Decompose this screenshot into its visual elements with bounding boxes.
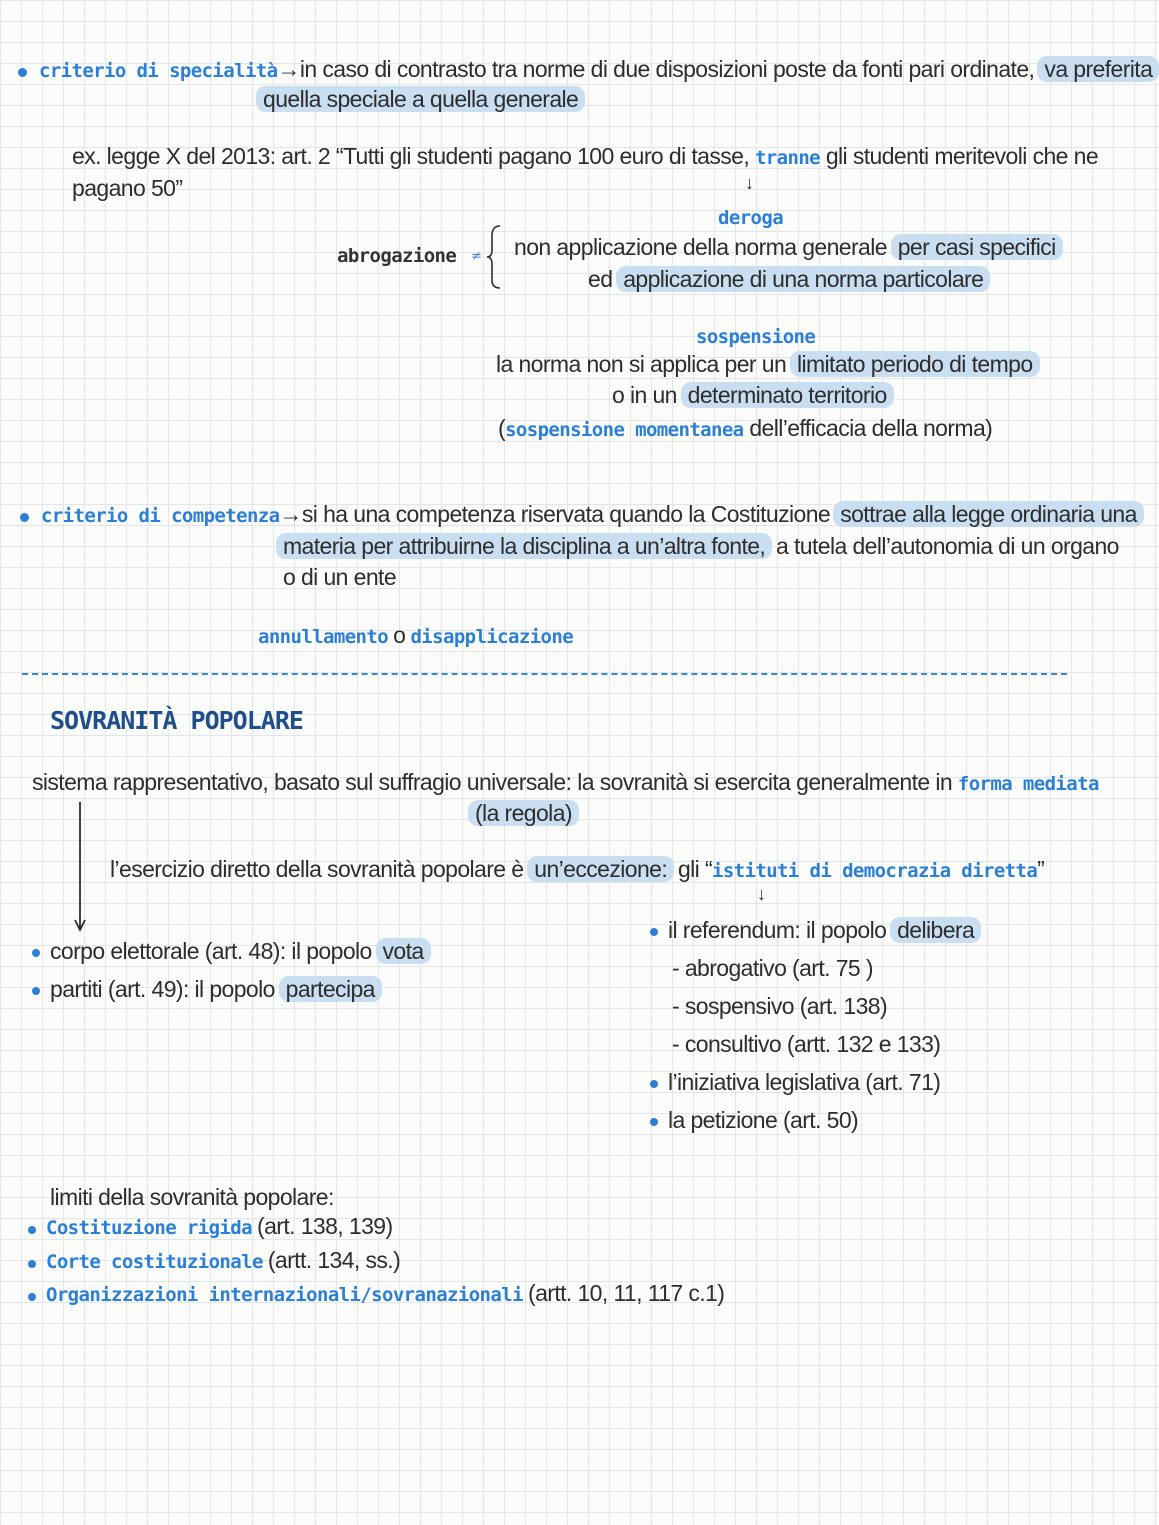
list-item-corpo-elettorale: corpo elettorale (art. 48): il popolo vota	[32, 938, 429, 965]
deroga-line1: non applicazione della norma generale per casi specifici	[514, 234, 1061, 261]
bullet-dot-icon	[20, 513, 29, 522]
competenza-line3: o di un ente	[283, 564, 397, 590]
regola-note: (la regola)	[470, 800, 577, 827]
section-title: SOVRANITÀ POPOLARE	[50, 706, 303, 735]
curly-brace-icon	[486, 224, 506, 290]
bullet-dot-icon	[28, 1293, 36, 1301]
not-equal-icon: ≠	[471, 249, 482, 264]
ref-sospensivo: - sospensivo (art. 138)	[672, 993, 888, 1019]
limite-organizzazioni: Organizzazioni internazionali/sovranazionali (artt. 10, 11, 117 c.1)	[28, 1280, 724, 1307]
example-line1: ex. legge X del 2013: art. 2 “Tutti gli studenti pagano 100 euro di tasse, tranne gli studenti meritevoli che ne	[72, 143, 1099, 169]
specialita-hl2: quella speciale a quella generale	[256, 86, 585, 112]
bullet-competenza: criterio di competenza→si ha una competenza riservata quando la Costituzione sottrae alla legge ordinaria una	[20, 501, 1142, 528]
list-item-petizione: la petizione (art. 50)	[650, 1107, 858, 1134]
list-item-partiti: partiti (art. 49): il popolo partecipa	[32, 976, 380, 1003]
competenza-result: annullamento o disapplicazione	[258, 622, 574, 648]
sospensione-line1: la norma non si applica per un limitato periodo di tempo	[496, 351, 1038, 378]
down-arrow-icon: ↓	[757, 884, 766, 904]
competenza-line2: materia per attribuirne la disciplina a un’altra fonte, a tutela dell’autonomia di un organo	[278, 533, 1119, 560]
bullet-dot-icon	[650, 928, 658, 936]
limite-costituzione: Costituzione rigida (art. 138, 139)	[28, 1213, 393, 1240]
ref-consultivo: - consultivo (artt. 132 e 133)	[672, 1031, 941, 1057]
limiti-title: limiti della sovranità popolare:	[50, 1184, 334, 1210]
dashed-divider	[22, 673, 1067, 675]
sospensione-line3: (sospensione momentanea dell’efficacia della norma)	[498, 415, 993, 441]
ref-abrogativo: - abrogativo (art. 75 )	[672, 955, 873, 981]
limite-corte: Corte costituzionale (artt. 134, ss.)	[28, 1247, 400, 1274]
list-item-iniziativa: l’iniziativa legislativa (art. 71)	[650, 1069, 940, 1096]
specialita-line2	[258, 86, 583, 113]
down-long-arrow-icon	[72, 800, 88, 935]
bullet-specialita	[18, 56, 1157, 83]
bullet-dot-icon	[32, 949, 40, 957]
down-arrow-icon: ↓	[745, 173, 754, 193]
specialita-line1: in caso di contrasto tra norme di due disposizioni poste da fonti pari ordinate,	[299, 56, 1035, 82]
deroga-line2: ed applicazione di una norma particolare	[588, 266, 988, 293]
list-item-referendum: il referendum: il popolo delibera	[650, 917, 979, 944]
sospensione-line2: o in un determinato territorio	[612, 382, 892, 409]
competenza-label: criterio di competenza	[41, 505, 280, 527]
bullet-dot-icon	[28, 1226, 36, 1234]
specialita-label: criterio di specialità	[39, 60, 278, 82]
sovranita-intro: sistema rappresentativo, basato sul suffragio universale: la sovranità si esercita generalmente in forma mediata	[32, 769, 1099, 795]
eccezione-line: l’esercizio diretto della sovranità popolare è un’eccezione: gli “istituti di democrazia diretta”	[110, 856, 1045, 882]
tranne-keyword: tranne	[754, 147, 821, 169]
specialita-hl1: va preferita	[1037, 56, 1159, 82]
bullet-dot-icon	[32, 987, 40, 995]
bullet-dot-icon	[18, 68, 27, 77]
bullet-dot-icon	[650, 1118, 658, 1126]
abrogazione-label: abrogazione	[337, 245, 457, 267]
sospensione-label: sospensione	[696, 326, 816, 348]
deroga-label: deroga	[718, 207, 784, 229]
bullet-dot-icon	[650, 1080, 658, 1088]
example-line2: pagano 50”	[72, 175, 183, 201]
bullet-dot-icon	[28, 1260, 36, 1268]
arrow: →	[277, 56, 300, 82]
